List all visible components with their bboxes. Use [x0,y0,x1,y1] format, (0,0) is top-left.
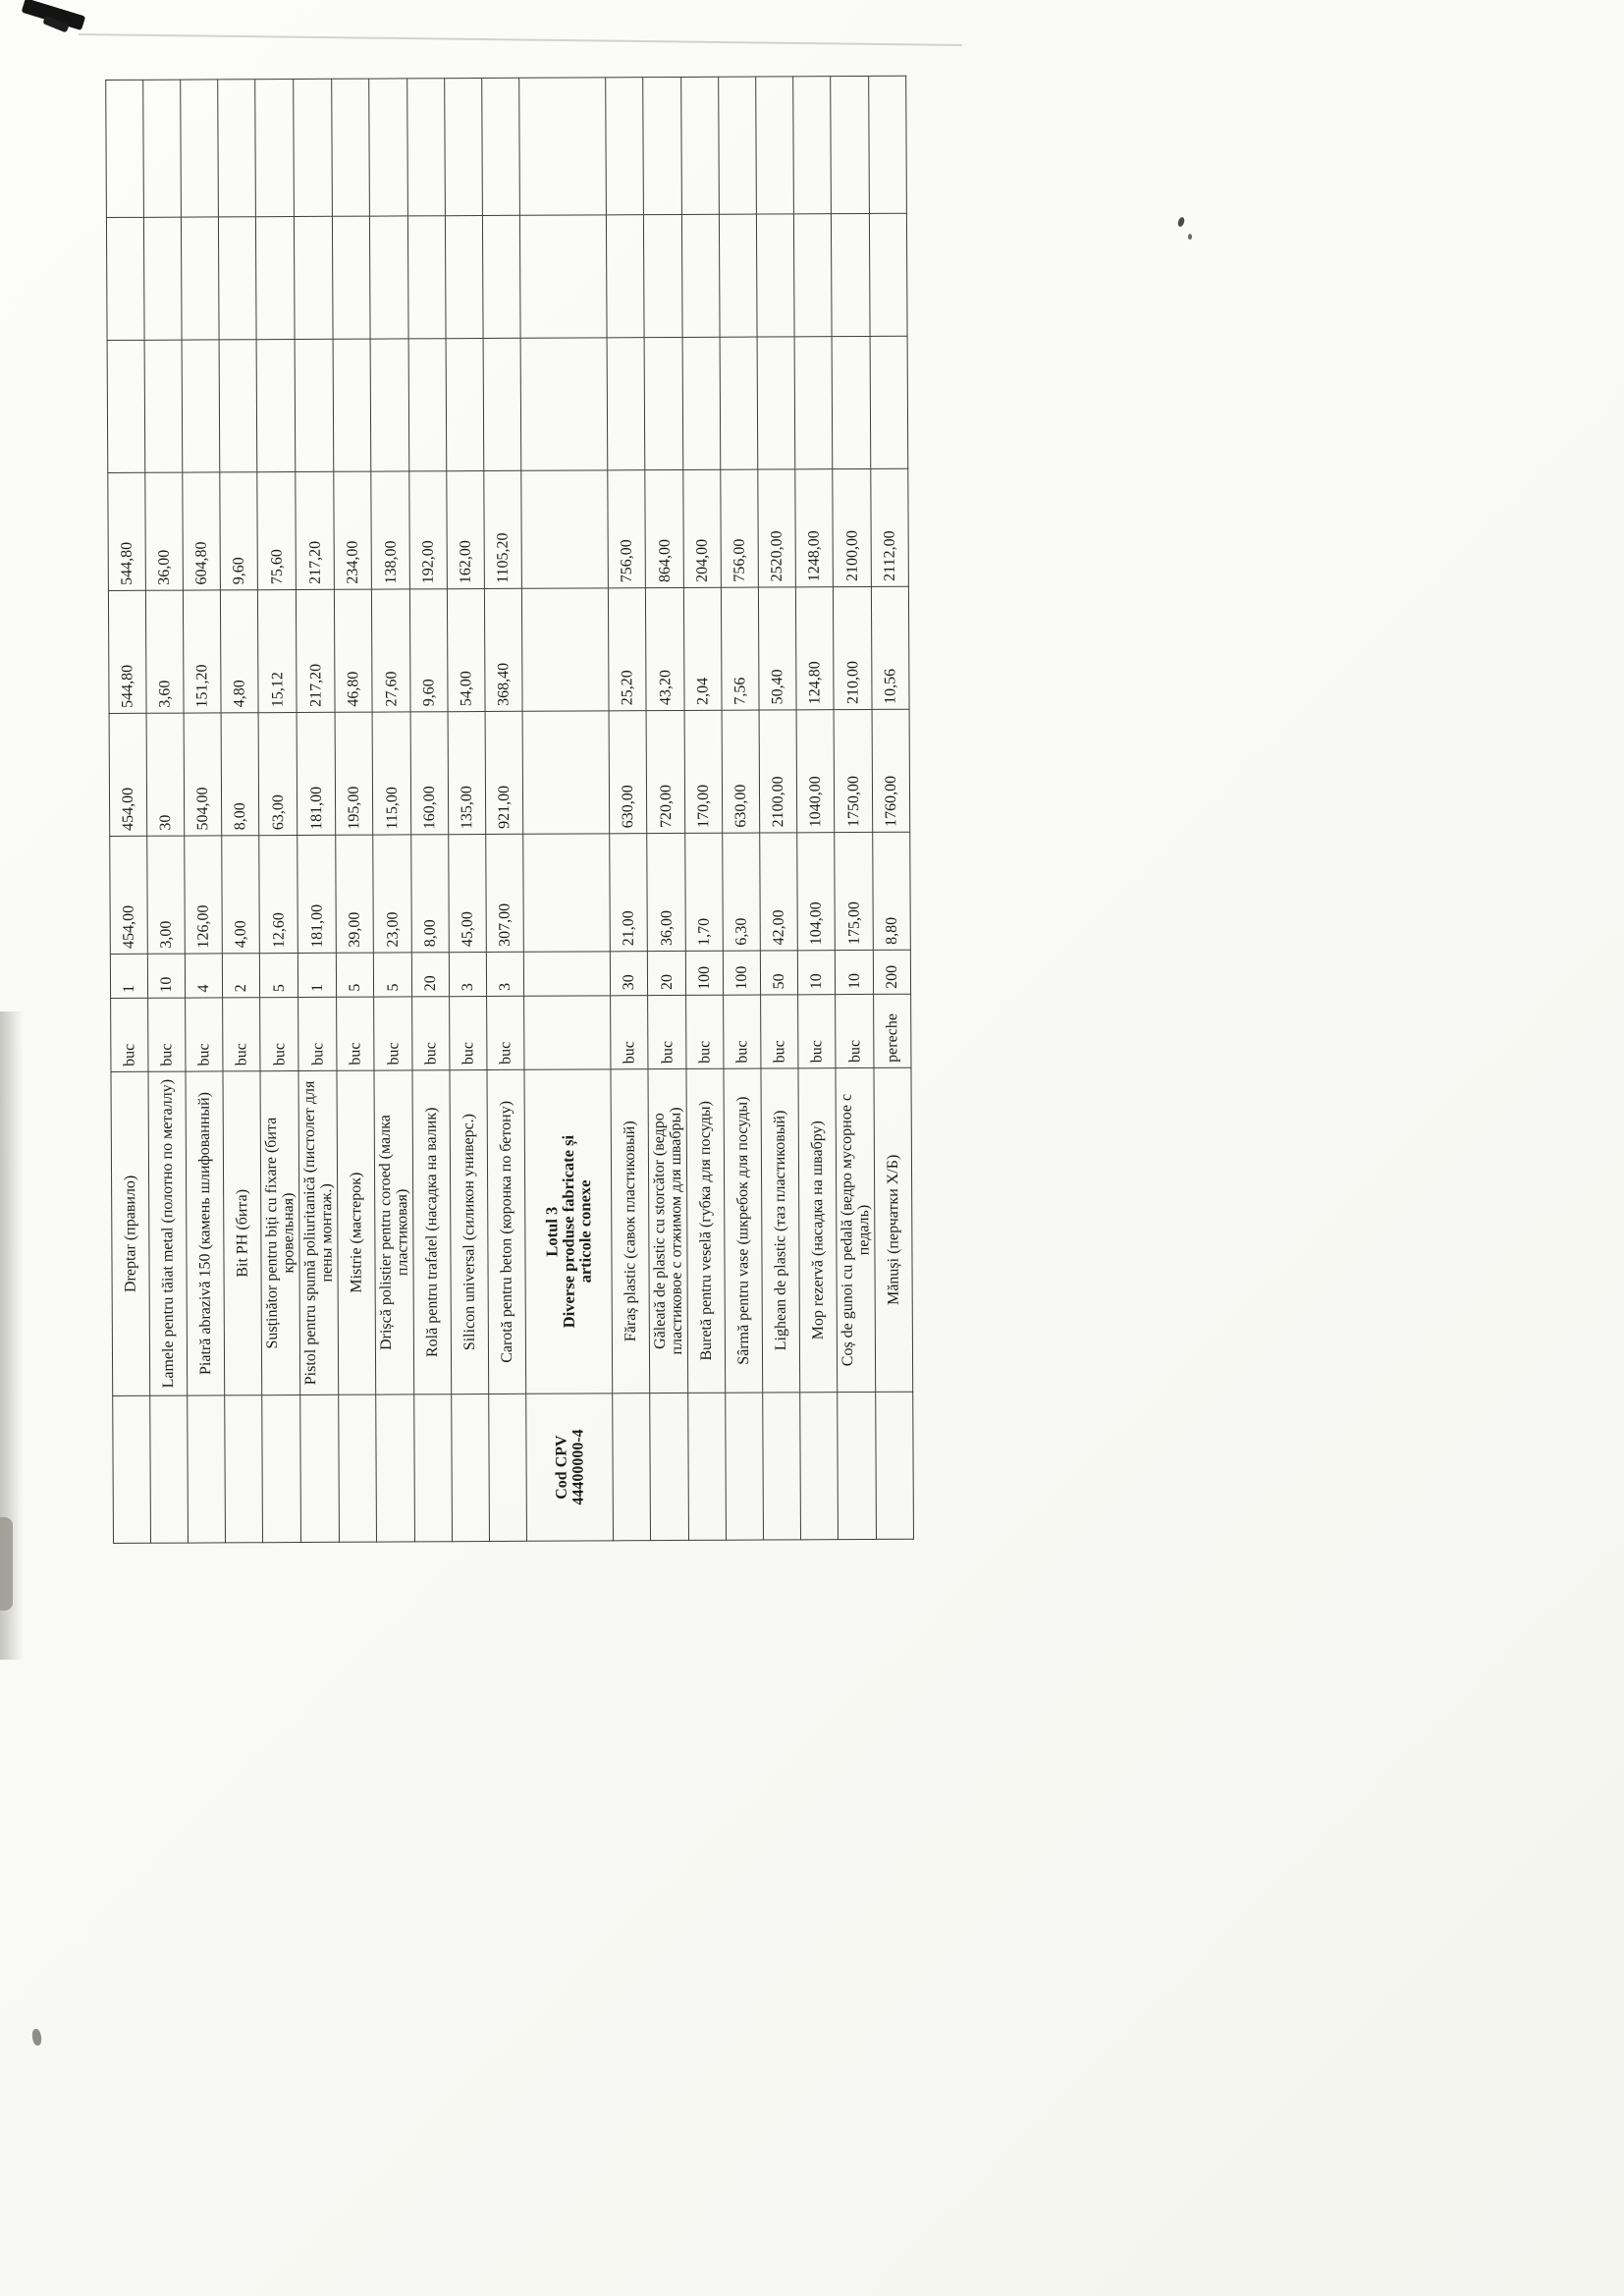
empty-cell-3 [218,80,256,217]
empty-cell-1 [794,337,833,469]
empty-cell-3 [294,79,333,216]
qty-cell: 3 [486,952,523,996]
empty-cell-1 [682,337,721,469]
unit-price-cell: 307,00 [486,834,524,952]
unit-price-vat-cell: 124,80 [795,587,834,710]
row-label-cell [800,1393,839,1540]
qty-cell: 20 [411,953,449,997]
total-vat-cell: 9,60 [220,472,258,590]
row-label-cell [262,1394,301,1542]
empty-cell-2 [681,214,720,337]
unit-price-vat-cell: 54,00 [447,589,485,712]
item-name-cell: Găleată de plastic cu storcător (ведро пластиковое с отжимом для швабры) [648,1068,688,1393]
item-name-cell: Buretă pentru veselă (губка для посуды) [686,1068,726,1393]
total-vat-cell: 204,00 [683,469,722,587]
unit-price-vat-cell: 544,80 [108,590,146,713]
empty-cell-2 [255,217,295,340]
qty-cell: 5 [259,954,298,998]
row-label-cell [688,1393,727,1540]
total-cell: 720,00 [646,710,685,833]
unit-price-cell [523,834,611,952]
unit-price-vat-cell: 368,40 [484,588,522,711]
empty-cell-3 [606,78,644,215]
total-vat-cell: 162,00 [447,471,485,589]
empty-cell-1 [720,337,758,469]
unit-cell: buc [611,996,648,1069]
empty-cell-1 [644,337,683,469]
unit-price-cell: 3,00 [147,836,186,954]
qty-cell: 50 [760,951,797,995]
item-name-cell: Bit PH (бита) [223,1071,262,1395]
empty-cell-2 [719,214,757,337]
row-label-cell [339,1394,377,1542]
rotated-table-container [105,76,992,1544]
unit-cell: buc [724,995,761,1068]
unit-cell: buc [836,994,874,1067]
item-name-cell: Silicon universal (силикон универс.) [450,1069,489,1394]
row-label-cell [876,1392,914,1539]
row-label-cell [414,1394,453,1542]
row-label-cell [150,1395,189,1543]
unit-price-cell: 175,00 [835,832,874,950]
unit-price-vat-cell: 210,00 [833,586,872,709]
item-name-cell: Drișcă polistier pentru coroed (малка пластиковая) [374,1070,414,1394]
empty-cell-3 [255,80,295,217]
total-vat-cell: 36,00 [145,472,184,590]
total-vat-cell: 2112,00 [871,468,909,586]
item-name-cell: Piatră abrazivă 150 (камень шлифованный) [186,1071,225,1395]
total-vat-cell: 2100,00 [833,468,872,586]
empty-cell-2 [606,215,644,338]
unit-cell: buc [111,998,148,1071]
unit-cell: buc [223,998,260,1071]
row-label-cell [613,1394,651,1541]
row-label-cell [376,1394,415,1542]
total-vat-cell [521,470,609,588]
unit-price-cell: 8,00 [411,835,450,953]
unit-price-vat-cell: 10,56 [871,586,909,709]
empty-cell-1 [182,340,220,472]
item-name-cell: Mistrie (мастерок) [337,1070,376,1394]
unit-price-cell: 42,00 [760,833,798,951]
unit-price-cell: 454,00 [110,836,148,954]
unit-price-cell: 36,00 [647,833,686,951]
unit-price-cell: 21,00 [610,834,648,952]
empty-cell-3 [369,79,408,216]
qty-cell: 100 [685,951,723,995]
empty-cell-1 [607,338,645,470]
empty-cell-3 [793,77,832,214]
unit-price-vat-cell: 43,20 [645,587,684,710]
empty-cell-1 [370,339,409,471]
unit-cell: buc [374,997,412,1070]
unit-price-cell: 45,00 [449,835,487,953]
unit-cell: buc [487,996,524,1069]
total-cell: 454,00 [109,713,147,836]
qty-cell: 200 [873,950,910,994]
total-vat-cell: 864,00 [645,469,684,587]
unit-cell: buc [686,995,724,1068]
empty-cell-1 [757,337,795,469]
empty-cell-3 [519,78,607,215]
empty-cell-1 [144,340,183,472]
row-label-cell [838,1392,877,1539]
total-cell: 30 [146,713,185,836]
total-cell: 504,00 [184,713,222,836]
lot-section-row [519,78,614,1541]
empty-cell-2 [181,217,219,340]
qty-cell: 5 [336,953,373,997]
unit-cell: buc [186,998,223,1071]
empty-cell-3 [482,78,520,215]
empty-cell-2 [106,217,144,340]
unit-price-cell: 4,00 [222,836,260,954]
empty-cell-3 [407,79,446,216]
cpv-code-cell: Cod CPV 44400000-4 [526,1394,614,1541]
row-label-cell [726,1393,764,1540]
empty-cell-2 [756,214,794,337]
unit-price-vat-cell: 151,20 [183,590,221,713]
empty-cell-2 [519,215,607,338]
unit-cell: buc [148,998,186,1071]
item-name-cell: Dreptar (правило) [111,1071,150,1395]
row-label-cell [489,1394,527,1541]
unit-price-cell: 6,30 [723,833,761,951]
total-vat-cell: 234,00 [334,471,372,589]
empty-cell-3 [681,77,720,214]
item-name-cell: Sârmă pentru vase (шкребок для посуды) [724,1068,763,1393]
total-vat-cell: 1105,20 [484,470,522,588]
unit-price-vat-cell: 4,80 [220,590,258,713]
empty-cell-2 [831,213,870,336]
empty-cell-1 [333,339,371,471]
empty-cell-1 [483,338,521,470]
unit-cell: buc [798,995,836,1068]
item-name-cell: Coș de gunoi cu pedală (ведро мусорное с педаль) [836,1067,876,1392]
empty-cell-2 [218,217,256,340]
item-name-cell: Pistol pentru spumă poliuritanică (пистолет для пены монтаж.) [298,1070,339,1394]
qty-cell: 100 [723,951,760,995]
lot-title-cell: Lotul 3 Diverse produse fabricate și articole conexe [524,1069,613,1394]
unit-price-cell: 1,70 [685,833,724,951]
row-label-cell [650,1393,689,1540]
row-label-cell [300,1394,340,1542]
total-cell: 1040,00 [796,710,835,833]
unit-price-cell: 8,80 [873,832,911,950]
unit-price-vat-cell: 2,04 [683,587,722,710]
unit-price-vat-cell: 217,20 [296,589,335,712]
total-cell [522,711,610,834]
empty-cell-3 [445,79,483,216]
scan-artifact-corner-mark2 [42,15,69,32]
unit-cell: buc [450,996,487,1069]
procurement-table-body [106,76,914,1543]
total-vat-cell: 217,20 [296,471,335,589]
unit-price-vat-cell: 25,20 [608,588,646,711]
total-cell: 63,00 [258,713,298,836]
unit-cell: buc [761,995,798,1068]
total-vat-cell: 2520,00 [758,469,796,587]
empty-cell-1 [408,339,447,471]
total-cell: 1760,00 [872,709,910,832]
total-cell: 1750,00 [834,709,873,832]
qty-cell: 10 [797,951,835,995]
empty-cell-3 [869,76,907,213]
unit-price-vat-cell: 3,60 [145,590,184,713]
empty-cell-3 [643,77,682,214]
unit-price-vat-cell: 9,60 [409,589,448,712]
qty-cell: 4 [185,954,222,998]
empty-cell-1 [295,339,334,471]
item-name-cell: Rolă pentru trafatel (насадка на валик) [412,1070,452,1394]
total-cell: 921,00 [485,711,523,834]
unit-price-cell: 126,00 [185,836,223,954]
scan-artifact-bottom-mark [31,2028,42,2046]
unit-price-cell: 39,00 [336,835,374,953]
empty-cell-1 [446,339,484,471]
total-vat-cell: 192,00 [409,471,448,589]
empty-cell-2 [482,215,520,338]
qty-cell: 1 [298,953,336,997]
empty-cell-2 [294,216,333,339]
empty-cell-3 [106,80,144,217]
total-cell: 115,00 [372,712,411,835]
item-name-cell: Mănuși (перчатки Х/Б) [874,1067,913,1392]
unit-price-vat-cell: 15,12 [257,590,297,713]
item-name-cell: Susținător pentru biți cu fixare (бита кровельная) [260,1071,300,1395]
unit-cell: buc [412,997,450,1070]
empty-cell-3 [719,77,757,214]
item-name-cell: Mop rezervă (насадка на швабру) [798,1068,838,1393]
row-label-cell [225,1395,263,1543]
scan-artifact-top-edge-line [79,33,962,45]
unit-price-vat-cell: 46,80 [334,589,372,712]
unit-price-cell: 23,00 [373,835,412,953]
empty-cell-1 [832,336,871,468]
unit-price-vat-cell: 27,60 [371,589,410,712]
total-cell: 195,00 [335,712,373,835]
qty-cell: 10 [147,954,185,998]
row-label-cell [452,1394,490,1541]
item-name-cell: Lighean de plastic (таз пластиковый) [761,1068,800,1393]
item-name-cell: Lamele pentru tăiat metal (полотно по металлу) [148,1071,188,1395]
qty-cell: 30 [610,952,647,996]
empty-cell-1 [107,340,145,472]
unit-price-vat-cell: 50,40 [758,587,796,710]
scan-artifact-left-streak [0,1011,24,1660]
empty-cell-2 [143,217,182,340]
unit-price-vat-cell [521,588,609,711]
total-cell: 8,00 [221,713,259,836]
row-label-cell [188,1395,226,1543]
empty-cell-2 [445,216,483,339]
qty-cell: 5 [373,953,411,997]
qty-cell [523,952,610,996]
unit-price-cell: 181,00 [298,835,337,953]
total-vat-cell: 1248,00 [795,469,834,587]
total-cell: 2100,00 [759,710,797,833]
total-cell: 630,00 [722,710,760,833]
unit-cell: pereche [874,994,911,1067]
empty-cell-2 [643,214,682,337]
total-cell: 170,00 [684,710,723,833]
scan-artifact-left-streak-core [0,1517,13,1611]
empty-cell-2 [793,214,832,337]
empty-cell-1 [256,340,296,472]
total-vat-cell: 138,00 [371,471,410,589]
unit-cell: buc [298,997,337,1070]
qty-cell: 20 [647,951,685,995]
empty-cell-3 [756,77,794,214]
empty-cell-3 [143,80,182,217]
item-name-cell: Carotă pentru beton (коронка по бетону) [487,1069,526,1394]
item-row [869,76,914,1539]
qty-cell: 10 [835,950,873,994]
total-cell: 181,00 [297,712,336,835]
total-vat-cell: 756,00 [608,470,646,588]
procurement-table [105,76,914,1544]
empty-cell-1 [219,340,257,472]
qty-cell: 3 [449,953,486,997]
empty-cell-3 [181,80,219,217]
scan-artifact-ink-dot2 [1188,234,1192,240]
item-name-cell: Făraș plastic (савок пластиковый) [611,1069,650,1394]
total-cell: 135,00 [448,712,486,835]
unit-price-cell: 104,00 [797,833,836,951]
unit-price-cell: 12,60 [259,836,298,954]
row-label-cell [113,1395,151,1543]
unit-cell [524,996,611,1069]
qty-cell: 2 [222,954,259,998]
empty-cell-3 [332,79,370,216]
empty-cell-2 [369,216,408,339]
total-cell: 160,00 [410,712,449,835]
unit-cell: buc [648,995,686,1068]
empty-cell-2 [407,216,446,339]
unit-cell: buc [260,998,298,1071]
scan-artifact-corner-mark [22,0,86,30]
qty-cell: 1 [110,954,147,998]
row-label-cell [763,1393,801,1540]
unit-cell: buc [337,997,374,1070]
empty-cell-2 [869,213,907,336]
empty-cell-1 [520,338,608,470]
total-vat-cell: 75,60 [257,472,297,590]
total-vat-cell: 604,80 [183,472,221,590]
unit-price-vat-cell: 7,56 [721,587,759,710]
total-vat-cell: 544,80 [108,472,146,590]
total-vat-cell: 756,00 [721,469,759,587]
empty-cell-3 [831,76,870,213]
scan-artifact-ink-dot [1177,216,1186,227]
empty-cell-2 [332,216,370,339]
empty-cell-1 [870,336,908,468]
total-cell: 630,00 [609,711,647,834]
